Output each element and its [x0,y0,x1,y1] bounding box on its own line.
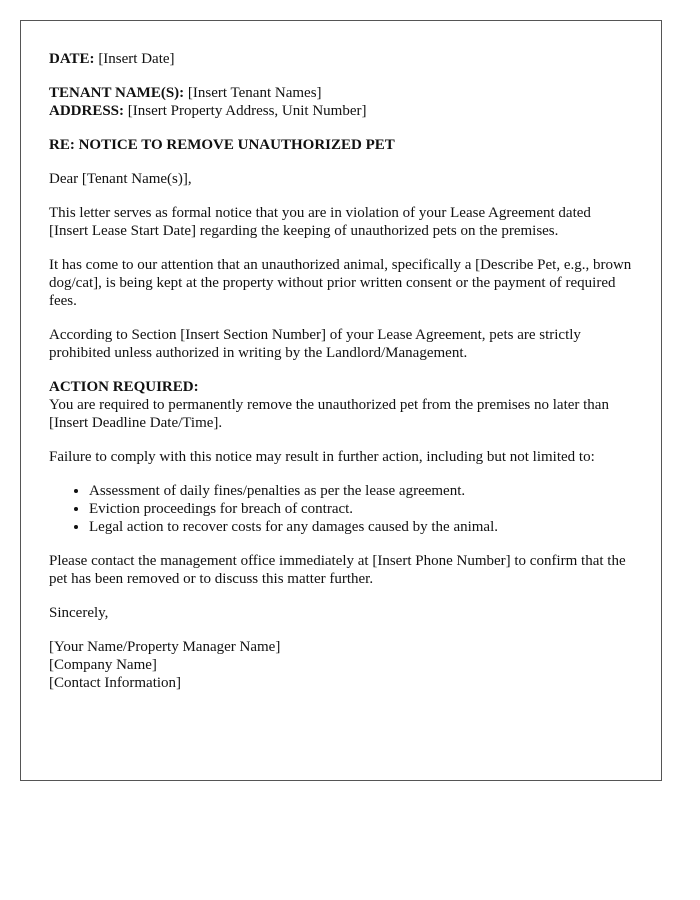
signature-name: [Your Name/Property Manager Name] [49,639,281,655]
action-label: ACTION REQUIRED: [49,379,199,395]
body-paragraph: According to Section [Insert Section Number] of your Lease Agreement, pets are strictly prohibited unless authorized in writing by the Landlord/Management. [49,327,581,361]
date-value: [Insert Date] [98,51,175,67]
list-item: • Legal action to recover costs for any damages caused by the animal. [89,518,633,536]
recipient-block [49,84,633,120]
signature-block [49,638,633,692]
letter-page [20,20,662,781]
contact-paragraph: Please contact the management office immediately at [Insert Phone Number] to confirm that the pet has been removed or to discuss this matter further. [49,553,626,587]
tenant-label: TENANT NAME(S): [49,85,185,101]
action-text: You are required to permanently remove the unauthorized pet from the premises no later than [Insert Deadline Date/Time]. [49,397,609,431]
date-label: DATE: [49,51,95,67]
subject-line [49,136,633,154]
action-required [49,378,633,432]
signature-contact: [Contact Information] [49,675,182,691]
address-value: [Insert Property Address, Unit Number] [127,103,367,119]
failure-intro: Failure to comply with this notice may result in further action, including but not limited to: [49,449,595,465]
list-item: • Eviction proceedings for breach of contract. [89,500,633,518]
subject-text: RE: NOTICE TO REMOVE UNAUTHORIZED PET [49,137,395,153]
date-line [49,50,633,68]
body-paragraph: It has come to our attention that an unauthorized animal, specifically a [Describe Pet, e.g., brown dog/cat], is being kept at the property without prior written consent or the payment of required fees. [49,257,632,309]
consequence-list [49,482,633,536]
salutation: Dear [Tenant Name(s)], [49,171,192,187]
signature-company: [Company Name] [49,657,157,673]
address-label: ADDRESS: [49,103,125,119]
closing: Sincerely, [49,605,109,621]
tenant-value: [Insert Tenant Names] [187,85,322,101]
body-paragraph: This letter serves as formal notice that you are in violation of your Lease Agreement dated [Insert Lease Start Date] regarding the keeping of unauthorized pets on the premises. [49,205,591,239]
list-item: • Assessment of daily fines/penalties as per the lease agreement. [89,482,633,500]
